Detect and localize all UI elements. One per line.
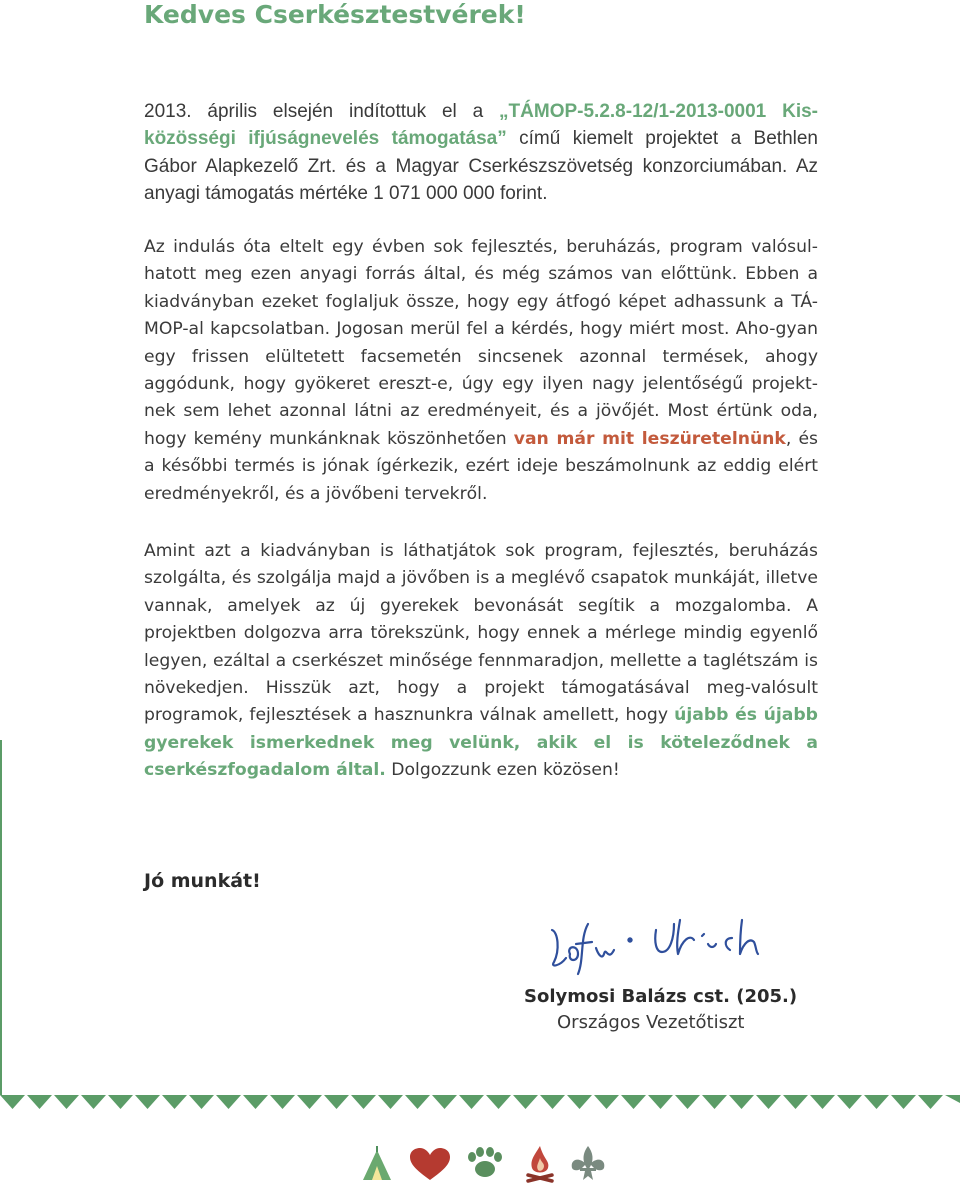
paragraph-intro bbox=[144, 98, 818, 208]
heart-icon bbox=[410, 1148, 450, 1180]
new-children-highlight: újabb és újabb gyerekek ismerkednek meg velünk, akik el is köteleződnek a cserkészfogadalom által. bbox=[144, 705, 818, 781]
left-border-line bbox=[0, 740, 2, 1095]
tent-icon bbox=[363, 1146, 391, 1180]
signer-name: Solymosi Balázs cst. (205.) bbox=[524, 986, 798, 1007]
signer-title: Országos Vezetőtiszt bbox=[557, 1012, 745, 1033]
project-name-highlight: „TÁMOP-5.2.8-12/1-2013-0001 Kis-közösségi ifjúságnevelés támogatása” bbox=[144, 101, 818, 150]
paragraph-goals bbox=[144, 538, 818, 785]
intro-text-start: 2013. április elsején indítottuk el a bbox=[144, 101, 500, 122]
triangle-border bbox=[0, 1095, 960, 1111]
intro-text-end: című kiemelt projektet a Bethlen Gábor Alapkezelő Zrt. és a Magyar Cserkészszövetség konzorciumában. Az anyagi támogatás mértéke 1 071 000 000 forint. bbox=[144, 128, 819, 205]
campfire-icon bbox=[528, 1146, 552, 1181]
goals-text-start: Amint azt a kiadványban is láthatjátok sok program, fejlesztés, beruházás szolgálta, és szolgálja majd a jövőben is a meglévő csapatok munkáját, illetve vannak, amelyek az új gyerekek bevonását segítik a mozgalomba. A projektben dolgozva arra törekszünk, hogy ennek a mérlege mindig egyenlő legyen, ezáltal a cserkészet minősége fennmaradjon, mellette a taglétszám is növekedjen. Hisszük azt, hogy a projekt támogatásával meg-valósult programok, fejlesztések a hasznunkra válnak amellett, hogy bbox=[144, 541, 818, 726]
paragraph-progress bbox=[144, 234, 818, 508]
scout-icons-row bbox=[360, 1144, 610, 1184]
harvest-highlight: van már mit leszüretelnünk bbox=[513, 428, 786, 449]
progress-text-start: Az indulás óta eltelt egy évben sok fejlesztés, beruházás, program valósul-hatott meg ezen anyagi forrás által, és még számos van előttünk. Ebben a kiadványban ezeket foglaljuk össze, hogy egy átfogó képet adhassunk a TÁ-MOP-al kapcsolatban. Jogosan merül fel a kérdés, hogy miért most. Aho-gyan egy frissen elültetett facsemetén sincsenek azonnal termések, ahogy aggódunk, hogy gyökeret ereszt-e, úgy egy ilyen nagy jelentőségű projekt-nek sem lehet azonnal látni az eredményeit, és a jövőjét. Most értünk oda, hogy kemény munkánknak köszönhetően bbox=[144, 237, 818, 449]
goals-text-end: Dolgozzunk ezen közösen! bbox=[385, 760, 620, 781]
fleur-de-lis-icon bbox=[572, 1146, 605, 1180]
handwritten-signature bbox=[544, 910, 774, 980]
greeting-title: Kedves Cserkésztestvérek! bbox=[144, 0, 526, 29]
closing-line: Jó munkát! bbox=[144, 870, 261, 892]
progress-text-end: , és a későbbi termés is jónak ígérkezik, ezért ideje beszámolnunk az eddig elért eredményekről, és a jövőbeni tervekről. bbox=[144, 428, 818, 504]
paw-icon bbox=[468, 1147, 502, 1177]
